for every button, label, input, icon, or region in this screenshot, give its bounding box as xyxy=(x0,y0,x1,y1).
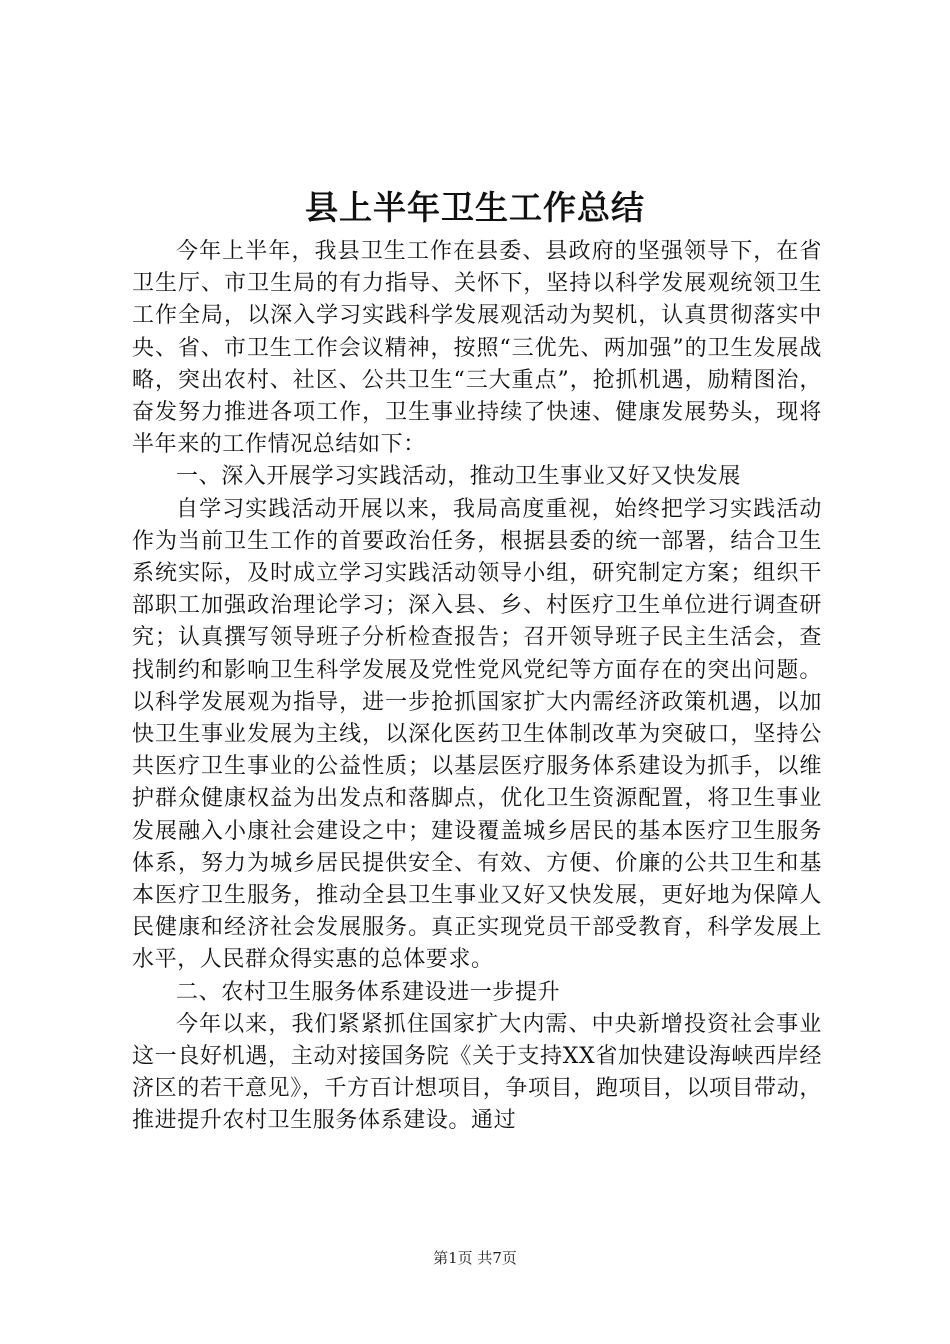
section-1-paragraph: 自学习实践活动开展以来，我局高度重视，始终把学习实践活动作为当前卫生工作的首要政治任务，根据县委的统一部署，结合卫生系统实际，及时成立学习实践活动领导小组，研究制定方案；组织干部职工加强政治理论学习；深入县、乡、村医疗卫生单位进行调查研究；认真撰写领导班子分析检查报告；召开领导班子民主生活会，查找制约和影响卫生科学发展及党性党风党纪等方面存在的突出问题。以科学发展观为指导，进一步抢抓国家扩大内需经济政策机遇，以加快卫生事业发展为主线，以深化医药卫生体制改革为突破口，坚持公共医疗卫生事业的公益性质；以基层医疗服务体系建设为抓手，以维护群众健康权益为出发点和落脚点，优化卫生资源配置，将卫生事业发展融入小康社会建设之中；建设覆盖城乡居民的基本医疗卫生服务体系，努力为城乡居民提供安全、有效、方便、价廉的公共卫生和基本医疗卫生服务，推动全县卫生事业又好又快发展，更好地为保障人民健康和经济社会发展服务。真正实现党员干部受教育，科学发展上水平，人民群众得实惠的总体要求。 xyxy=(132,496,822,973)
page-number-footer: 第1页 共7页 xyxy=(433,1249,517,1267)
document-title: 县上半年卫生工作总结 xyxy=(305,188,645,227)
document-body xyxy=(132,236,822,1138)
section-1-heading: 一、深入开展学习实践活动，推动卫生事业又好又快发展 xyxy=(176,464,742,490)
section-2-paragraph: 今年以来，我们紧紧抓住国家扩大内需、中央新增投资社会事业这一良好机遇，主动对接国务院《关于支持XX省加快建设海峡西岸经济区的若干意见》，千方百计想项目，争项目，跑项目，以项目带动，推进提升农村卫生服务体系建设。通过 xyxy=(132,1011,822,1134)
section-2-heading: 二、农村卫生服务体系建设进一步提升 xyxy=(176,979,561,1005)
intro-paragraph: 今年上半年，我县卫生工作在县委、县政府的坚强领导下，在省卫生厅、市卫生局的有力指导、关怀下，坚持以科学发展观统领卫生工作全局，以深入学习实践科学发展观活动为契机，认真贯彻落实中央、省、市卫生工作会议精神，按照“三优先、两加强”的卫生发展战略，突出农村、社区、公共卫生“三大重点”，抢抓机遇，励精图治，奋发努力推进各项工作，卫生事业持续了快速、健康发展势头，现将半年来的工作情况总结如下： xyxy=(132,239,822,458)
